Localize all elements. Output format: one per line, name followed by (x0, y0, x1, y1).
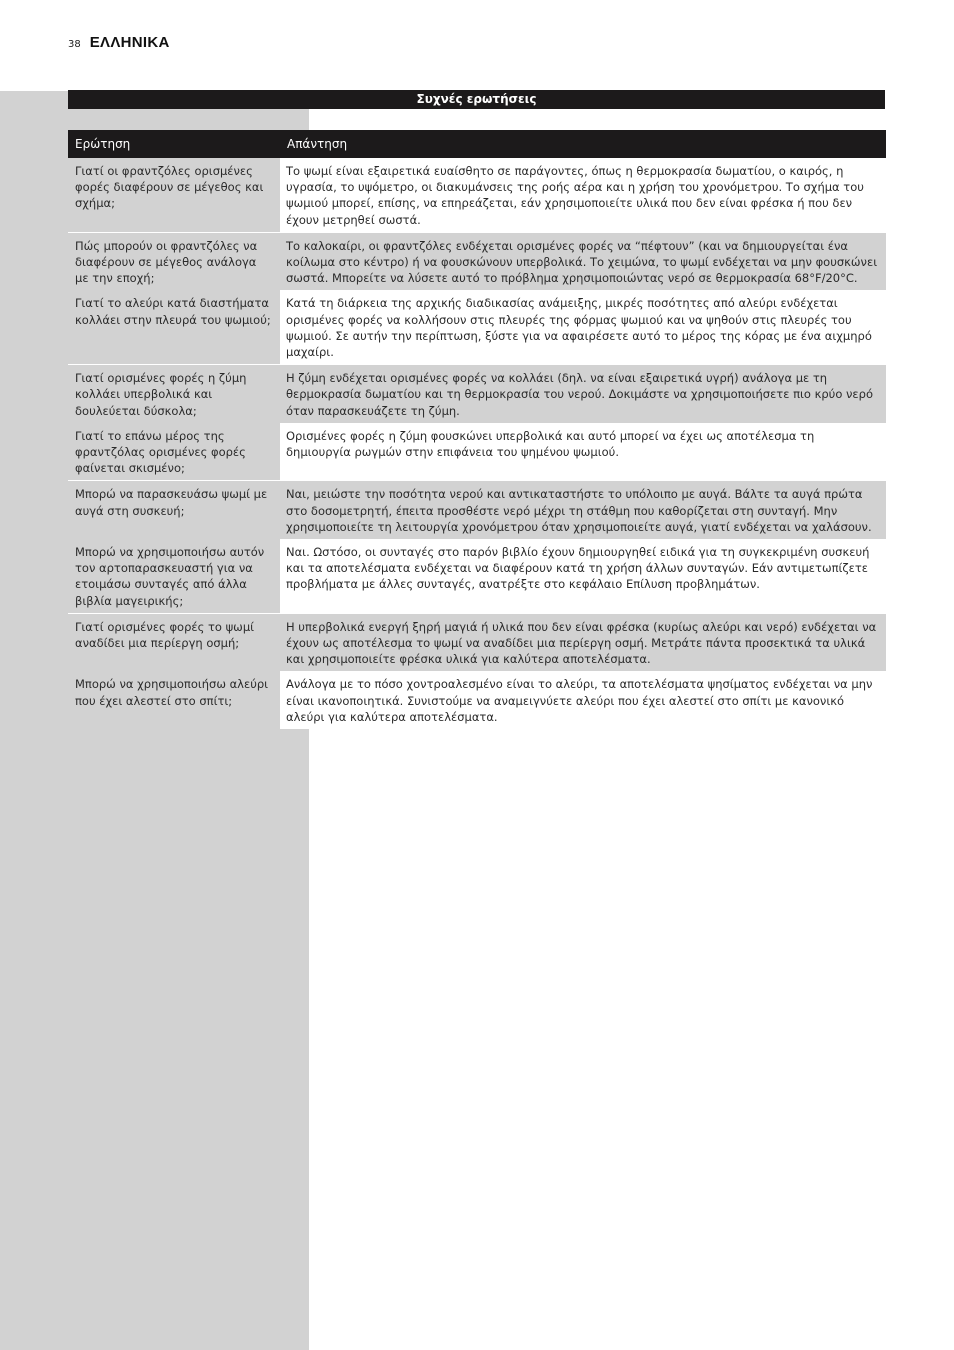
table-row (68, 613, 886, 671)
section-title: Συχνές ερωτήσεις (68, 90, 885, 109)
header-answer: Απάντηση (280, 130, 886, 158)
answer-cell: Κατά τη διάρκεια της αρχικής διαδικασίας ανάμειξης, μικρές ποσότητες από αλεύρι ενδέχεται ορισμένες φορές να κολλήσουν στις πλευρές της φόρμας ψωμιού και να ψηθούν στις πλευρές του ψωμιού. Σε αυτήν την περίπτωση, ξύστε για να αφαιρέσετε αυτό το μέρος της κόρας με ένα αιχμηρό μαχαίρι. (280, 290, 886, 364)
page-header (68, 34, 170, 51)
question-cell: Πώς μπορούν οι φραντζόλες να διαφέρουν σε μέγεθος ανάλογα με την εποχή; (68, 232, 280, 290)
table-row (68, 158, 886, 232)
faq-table (68, 130, 886, 729)
answer-cell: Ορισμένες φορές η ζύμη φουσκώνει υπερβολικά και αυτό μπορεί να έχει ως αποτέλεσμα τη δημιουργία ρωγμών στην επιφάνεια του ψημένου ψωμιού. (280, 423, 886, 481)
question-cell: Μπορώ να χρησιμοποιήσω αλεύρι που έχει αλεστεί στο σπίτι; (68, 671, 280, 729)
question-cell: Γιατί το αλεύρι κατά διαστήματα κολλάει στην πλευρά του ψωμιού; (68, 290, 280, 364)
question-cell: Μπορώ να χρησιμοποιήσω αυτόν τον αρτοπαρασκευαστή για να ετοιμάσω συνταγές από άλλα βιβλία μαγειρικής; (68, 539, 280, 613)
answer-cell: Ναι. Ωστόσο, οι συνταγές στο παρόν βιβλίο έχουν δημιουργηθεί ειδικά για τη συγκεκριμένη συσκευή και τα αποτελέσματα ενδέχεται να διαφέρουν κατά τη χρήση άλλων συνταγών. Εάν αντιμετωπίζετε προβλήματα με άλλες συνταγές, ανατρέξτε στο κεφάλαιο Επίλυση προβλημάτων. (280, 539, 886, 613)
answer-cell: Το καλοκαίρι, οι φραντζόλες ενδέχεται ορισμένες φορές να “πέφτουν” (και να δημιουργείται ένα κοίλωμα στο κέντρο) ή να φουσκώνουν υπερβολικά. Το χειμώνα, το ψωμί ενδέχεται να μην φουσκώνει σωστά. Μπορείτε να λύσετε αυτό το πρόβλημα χρησιμοποιώντας νερό σε θερμοκρασία 68°F/20°C. (280, 232, 886, 290)
table-row (68, 481, 886, 539)
table-row (68, 290, 886, 364)
answer-cell: Η ζύμη ενδέχεται ορισμένες φορές να κολλάει (δηλ. να είναι εξαιρετικά υγρή) ανάλογα με τη θερμοκρασία δωματίου και τη θερμοκρασία του νερού. Δοκιμάστε να χρησιμοποιήσετε πιο κρύο νερό όταν παρασκευάζετε τη ζύμη. (280, 365, 886, 423)
table-row (68, 423, 886, 481)
table-row (68, 671, 886, 729)
answer-cell: Η υπερβολικά ενεργή ξηρή μαγιά ή υλικά που δεν είναι φρέσκα (κυρίως αλεύρι και νερό) ενδέχεται να έχουν ως αποτέλεσμα το ψωμί να αναδίδει μια περίεργη οσμή. Μετράτε πάντα προσεκτικά τα υλικά και χρησιμοποιείτε φρέσκα υλικά για καλύτερα αποτελέσματα. (280, 613, 886, 671)
answer-cell: Ανάλογα με το πόσο χοντροαλεσμένο είναι το αλεύρι, τα αποτελέσματα ψησίματος ενδέχεται να μην είναι ικανοποιητικά. Συνιστούμε να αναμειγνύετε αλεύρι που έχει αλεστεί στο σπίτι με κανονικό αλεύρι για καλύτερα αποτελέσματα. (280, 671, 886, 729)
page-number: 38 (68, 39, 81, 50)
question-cell: Γιατί ορισμένες φορές το ψωμί αναδίδει μια περίεργη οσμή; (68, 613, 280, 671)
language-heading: ΕΛΛΗΝΙΚΑ (89, 34, 170, 51)
question-cell: Γιατί το επάνω μέρος της φραντζόλας ορισμένες φορές φαίνεται σκισμένο; (68, 423, 280, 481)
table-row (68, 232, 886, 290)
question-cell: Γιατί οι φραντζόλες ορισμένες φορές διαφέρουν σε μέγεθος και σχήμα; (68, 158, 280, 232)
header-question: Ερώτηση (68, 130, 280, 158)
table-row (68, 539, 886, 613)
table-row (68, 365, 886, 423)
answer-cell: Ναι, μειώστε την ποσότητα νερού και αντικαταστήστε το υπόλοιπο με αυγά. Βάλτε τα αυγά πρώτα στο δοσομετρητή, έπειτα προσθέστε νερό μέχρι τη στάθμη που καθορίζεται στη συνταγή. Μην χρησιμοποιείτε τη λειτουργία χρονόμετρου όταν χρησιμοποιείτε αυγά, γιατί ενδέχεται να χαλάσουν. (280, 481, 886, 539)
question-cell: Μπορώ να παρασκευάσω ψωμί με αυγά στη συσκευή; (68, 481, 280, 539)
answer-cell: Το ψωμί είναι εξαιρετικά ευαίσθητο σε παράγοντες, όπως η θερμοκρασία δωματίου, ο καιρός, η υγρασία, το υψόμετρο, οι διακυμάνσεις της ροής αέρα και η χρήση του χρονόμετρου. Το σχήμα του ψωμιού μπορεί, επίσης, να επηρεάζεται, εάν χρησιμοποιείτε υλικά που δεν είναι φρέσκα ή που δεν έχουν μετρηθεί σωστά. (280, 158, 886, 232)
question-cell: Γιατί ορισμένες φορές η ζύμη κολλάει υπερβολικά και δουλεύεται δύσκολα; (68, 365, 280, 423)
table-header-row (68, 130, 886, 158)
